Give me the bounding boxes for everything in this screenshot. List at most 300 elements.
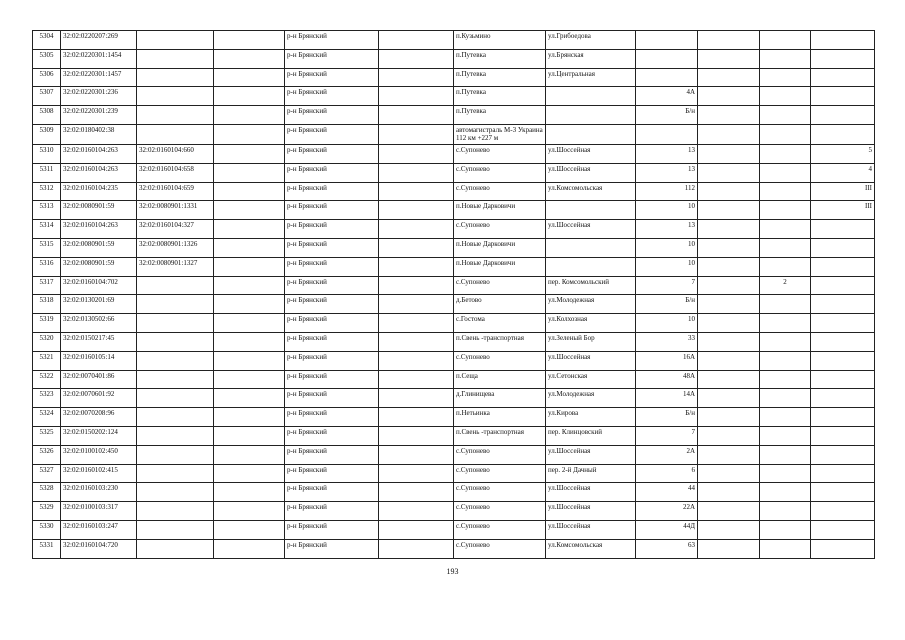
empty-cell xyxy=(214,87,285,106)
house-number-cell: 10 xyxy=(636,314,698,333)
empty-cell xyxy=(698,257,760,276)
row-number-cell: 5304 xyxy=(33,31,61,50)
sub-cadastral-number-cell xyxy=(137,445,214,464)
locality-cell: с.Супонево xyxy=(454,163,546,182)
table-row xyxy=(33,426,875,445)
locality-cell: с.Супонево xyxy=(454,220,546,239)
locality-cell: д.Глинищева xyxy=(454,389,546,408)
empty-cell xyxy=(214,445,285,464)
empty-cell xyxy=(214,389,285,408)
premises-cell xyxy=(811,351,875,370)
sub-cadastral-number-cell xyxy=(137,351,214,370)
apartment-cell xyxy=(760,238,811,257)
row-number-cell: 5309 xyxy=(33,124,61,144)
locality-cell: с.Супонево xyxy=(454,502,546,521)
row-number-cell: 5324 xyxy=(33,408,61,427)
row-number-cell: 5322 xyxy=(33,370,61,389)
district-cell: р-н Брянский xyxy=(285,314,379,333)
locality-cell: с.Супонево xyxy=(454,351,546,370)
sub-cadastral-number-cell xyxy=(137,31,214,50)
apartment-cell xyxy=(760,201,811,220)
locality-cell: с.Супонево xyxy=(454,520,546,539)
empty-cell xyxy=(698,295,760,314)
house-number-cell: Б/н xyxy=(636,408,698,427)
cadastral-number-cell: 32:02:0160102:415 xyxy=(61,464,137,483)
locality-cell: п.Кузьмино xyxy=(454,31,546,50)
property-registry-table xyxy=(32,30,875,559)
cadastral-number-cell: 32:02:0220301:236 xyxy=(61,87,137,106)
locality-cell: п.Новые Дарковичи xyxy=(454,201,546,220)
locality-cell: с.Супонево xyxy=(454,144,546,163)
cadastral-number-cell: 32:02:0080901:59 xyxy=(61,201,137,220)
premises-cell xyxy=(811,445,875,464)
empty-cell xyxy=(698,332,760,351)
house-number-cell: 7 xyxy=(636,276,698,295)
row-number-cell: 5312 xyxy=(33,182,61,201)
locality-cell: п.Путевка xyxy=(454,106,546,125)
premises-cell xyxy=(811,276,875,295)
district-cell: р-н Брянский xyxy=(285,238,379,257)
house-number-cell: 13 xyxy=(636,163,698,182)
apartment-cell: 2 xyxy=(760,276,811,295)
locality-cell: с.Супонево xyxy=(454,464,546,483)
empty-cell xyxy=(698,389,760,408)
empty-cell xyxy=(214,464,285,483)
cadastral-number-cell: 32:02:0130502:66 xyxy=(61,314,137,333)
apartment-cell xyxy=(760,332,811,351)
district-cell: р-н Брянский xyxy=(285,332,379,351)
empty-cell xyxy=(214,351,285,370)
page-number: 193 xyxy=(446,567,459,576)
empty-cell xyxy=(698,49,760,68)
table-row xyxy=(33,314,875,333)
cadastral-number-cell: 32:02:0160104:263 xyxy=(61,144,137,163)
sub-cadastral-number-cell xyxy=(137,520,214,539)
empty-cell xyxy=(379,257,454,276)
empty-cell xyxy=(698,351,760,370)
apartment-cell xyxy=(760,370,811,389)
street-cell xyxy=(546,87,636,106)
apartment-cell xyxy=(760,182,811,201)
row-number-cell: 5315 xyxy=(33,238,61,257)
apartment-cell xyxy=(760,351,811,370)
empty-cell xyxy=(698,276,760,295)
sub-cadastral-number-cell: 32:02:0080901:1331 xyxy=(137,201,214,220)
table-row xyxy=(33,295,875,314)
cadastral-number-cell: 32:02:0160104:720 xyxy=(61,539,137,558)
empty-cell xyxy=(379,370,454,389)
district-cell: р-н Брянский xyxy=(285,483,379,502)
row-number-cell: 5306 xyxy=(33,68,61,87)
empty-cell xyxy=(698,68,760,87)
row-number-cell: 5325 xyxy=(33,426,61,445)
cadastral-number-cell: 32:02:0220301:1457 xyxy=(61,68,137,87)
cadastral-number-cell: 32:02:0150217:45 xyxy=(61,332,137,351)
sub-cadastral-number-cell xyxy=(137,389,214,408)
premises-cell xyxy=(811,426,875,445)
empty-cell xyxy=(214,295,285,314)
district-cell: р-н Брянский xyxy=(285,389,379,408)
premises-cell xyxy=(811,295,875,314)
empty-cell xyxy=(698,31,760,50)
row-number-cell: 5323 xyxy=(33,389,61,408)
district-cell: р-н Брянский xyxy=(285,539,379,558)
empty-cell xyxy=(379,182,454,201)
house-number-cell: 112 xyxy=(636,182,698,201)
sub-cadastral-number-cell xyxy=(137,502,214,521)
empty-cell xyxy=(214,332,285,351)
cadastral-number-cell: 32:02:0070401:86 xyxy=(61,370,137,389)
premises-cell xyxy=(811,370,875,389)
premises-cell xyxy=(811,106,875,125)
cadastral-number-cell: 32:02:0100102:450 xyxy=(61,445,137,464)
house-number-cell: 10 xyxy=(636,201,698,220)
premises-cell xyxy=(811,539,875,558)
premises-cell xyxy=(811,257,875,276)
empty-cell xyxy=(379,295,454,314)
table-row xyxy=(33,502,875,521)
empty-cell xyxy=(698,520,760,539)
apartment-cell xyxy=(760,49,811,68)
street-cell: ул.Шоссейная xyxy=(546,351,636,370)
cadastral-number-cell: 32:02:0220301:239 xyxy=(61,106,137,125)
cadastral-number-cell: 32:02:0070601:92 xyxy=(61,389,137,408)
district-cell: р-н Брянский xyxy=(285,87,379,106)
apartment-cell xyxy=(760,124,811,144)
row-number-cell: 5311 xyxy=(33,163,61,182)
table-body xyxy=(33,31,875,559)
premises-cell xyxy=(811,220,875,239)
row-number-cell: 5316 xyxy=(33,257,61,276)
registry-sheet xyxy=(32,30,874,559)
apartment-cell xyxy=(760,502,811,521)
empty-cell xyxy=(214,520,285,539)
cadastral-number-cell: 32:02:0160104:263 xyxy=(61,220,137,239)
empty-cell xyxy=(379,220,454,239)
apartment-cell xyxy=(760,483,811,502)
empty-cell xyxy=(379,238,454,257)
table-row xyxy=(33,408,875,427)
sub-cadastral-number-cell xyxy=(137,68,214,87)
apartment-cell xyxy=(760,408,811,427)
street-cell: ул.Комсомольская xyxy=(546,182,636,201)
row-number-cell: 5310 xyxy=(33,144,61,163)
empty-cell xyxy=(214,49,285,68)
street-cell xyxy=(546,238,636,257)
empty-cell xyxy=(379,124,454,144)
empty-cell xyxy=(214,483,285,502)
empty-cell xyxy=(214,31,285,50)
street-cell: ул.Центральная xyxy=(546,68,636,87)
cadastral-number-cell: 32:02:0100103:317 xyxy=(61,502,137,521)
house-number-cell: 63 xyxy=(636,539,698,558)
premises-cell xyxy=(811,314,875,333)
street-cell: ул.Шоссейная xyxy=(546,220,636,239)
row-number-cell: 5326 xyxy=(33,445,61,464)
sub-cadastral-number-cell xyxy=(137,276,214,295)
house-number-cell: 2А xyxy=(636,445,698,464)
empty-cell xyxy=(698,87,760,106)
street-cell: ул.Колхозная xyxy=(546,314,636,333)
locality-cell: с.Супонево xyxy=(454,276,546,295)
street-cell: пер. 2-й Дачный xyxy=(546,464,636,483)
empty-cell xyxy=(698,408,760,427)
locality-cell: п.Путевка xyxy=(454,68,546,87)
cadastral-number-cell: 32:02:0160103:230 xyxy=(61,483,137,502)
empty-cell xyxy=(698,144,760,163)
district-cell: р-н Брянский xyxy=(285,220,379,239)
premises-cell xyxy=(811,502,875,521)
district-cell: р-н Брянский xyxy=(285,276,379,295)
street-cell: ул.Шоссейная xyxy=(546,445,636,464)
row-number-cell: 5305 xyxy=(33,49,61,68)
cadastral-number-cell: 32:02:0130201:69 xyxy=(61,295,137,314)
empty-cell xyxy=(698,464,760,483)
cadastral-number-cell: 32:02:0180402:38 xyxy=(61,124,137,144)
row-number-cell: 5327 xyxy=(33,464,61,483)
sub-cadastral-number-cell: 32:02:0080901:1327 xyxy=(137,257,214,276)
row-number-cell: 5313 xyxy=(33,201,61,220)
premises-cell xyxy=(811,87,875,106)
empty-cell xyxy=(214,276,285,295)
empty-cell xyxy=(379,276,454,295)
empty-cell xyxy=(379,464,454,483)
street-cell: ул.Зеленый Бор xyxy=(546,332,636,351)
empty-cell xyxy=(379,502,454,521)
empty-cell xyxy=(214,220,285,239)
table-row xyxy=(33,106,875,125)
table-row xyxy=(33,520,875,539)
street-cell: ул.Шоссейная xyxy=(546,483,636,502)
locality-cell: д.Бетово xyxy=(454,295,546,314)
premises-cell xyxy=(811,31,875,50)
cadastral-number-cell: 32:02:0160104:263 xyxy=(61,163,137,182)
house-number-cell: 4А xyxy=(636,87,698,106)
empty-cell xyxy=(379,520,454,539)
house-number-cell xyxy=(636,124,698,144)
cadastral-number-cell: 32:02:0160104:235 xyxy=(61,182,137,201)
district-cell: р-н Брянский xyxy=(285,163,379,182)
row-number-cell: 5317 xyxy=(33,276,61,295)
house-number-cell xyxy=(636,31,698,50)
sub-cadastral-number-cell xyxy=(137,106,214,125)
empty-cell xyxy=(214,201,285,220)
sub-cadastral-number-cell xyxy=(137,295,214,314)
empty-cell xyxy=(214,182,285,201)
locality-cell: п.Свень -транспортная xyxy=(454,332,546,351)
empty-cell xyxy=(379,314,454,333)
table-row xyxy=(33,276,875,295)
empty-cell xyxy=(214,124,285,144)
empty-cell xyxy=(698,539,760,558)
sub-cadastral-number-cell: 32:02:0160104:659 xyxy=(137,182,214,201)
apartment-cell xyxy=(760,520,811,539)
district-cell: р-н Брянский xyxy=(285,295,379,314)
sub-cadastral-number-cell: 32:02:0160104:660 xyxy=(137,144,214,163)
table-row xyxy=(33,464,875,483)
table-row xyxy=(33,163,875,182)
sub-cadastral-number-cell xyxy=(137,87,214,106)
street-cell xyxy=(546,257,636,276)
district-cell: р-н Брянский xyxy=(285,31,379,50)
table-row xyxy=(33,539,875,558)
street-cell: ул.Брянская xyxy=(546,49,636,68)
apartment-cell xyxy=(760,539,811,558)
street-cell xyxy=(546,201,636,220)
district-cell: р-н Брянский xyxy=(285,144,379,163)
district-cell: р-н Брянский xyxy=(285,49,379,68)
apartment-cell xyxy=(760,220,811,239)
house-number-cell: 7 xyxy=(636,426,698,445)
empty-cell xyxy=(214,408,285,427)
premises-cell xyxy=(811,49,875,68)
locality-cell: п.Свень -транспортная xyxy=(454,426,546,445)
empty-cell xyxy=(379,144,454,163)
premises-cell xyxy=(811,389,875,408)
street-cell: ул.Шоссейная xyxy=(546,520,636,539)
empty-cell xyxy=(698,163,760,182)
sub-cadastral-number-cell xyxy=(137,49,214,68)
house-number-cell: 10 xyxy=(636,238,698,257)
apartment-cell xyxy=(760,445,811,464)
apartment-cell xyxy=(760,464,811,483)
cadastral-number-cell: 32:02:0070208:96 xyxy=(61,408,137,427)
premises-cell xyxy=(811,124,875,144)
empty-cell xyxy=(379,389,454,408)
sub-cadastral-number-cell xyxy=(137,408,214,427)
empty-cell xyxy=(214,163,285,182)
house-number-cell xyxy=(636,68,698,87)
table-row xyxy=(33,389,875,408)
district-cell: р-н Брянский xyxy=(285,445,379,464)
premises-cell xyxy=(811,332,875,351)
house-number-cell: 14А xyxy=(636,389,698,408)
sub-cadastral-number-cell xyxy=(137,426,214,445)
street-cell xyxy=(546,124,636,144)
empty-cell xyxy=(379,31,454,50)
locality-cell: с.Супонево xyxy=(454,445,546,464)
street-cell: пер. Комсомольский xyxy=(546,276,636,295)
empty-cell xyxy=(214,502,285,521)
street-cell: ул.Кирова xyxy=(546,408,636,427)
empty-cell xyxy=(698,106,760,125)
apartment-cell xyxy=(760,389,811,408)
premises-cell xyxy=(811,464,875,483)
house-number-cell: Б/н xyxy=(636,106,698,125)
table-row xyxy=(33,445,875,464)
empty-cell xyxy=(698,483,760,502)
table-row xyxy=(33,351,875,370)
premises-cell xyxy=(811,238,875,257)
locality-cell: п.Новые Дарковичи xyxy=(454,238,546,257)
street-cell: ул.Молодежная xyxy=(546,295,636,314)
house-number-cell: 33 xyxy=(636,332,698,351)
empty-cell xyxy=(214,68,285,87)
sub-cadastral-number-cell xyxy=(137,124,214,144)
premises-cell xyxy=(811,68,875,87)
house-number-cell xyxy=(636,49,698,68)
apartment-cell xyxy=(760,87,811,106)
street-cell: ул.Комсомольская xyxy=(546,539,636,558)
house-number-cell: 22А xyxy=(636,502,698,521)
empty-cell xyxy=(214,238,285,257)
cadastral-number-cell: 32:02:0220301:1454 xyxy=(61,49,137,68)
row-number-cell: 5319 xyxy=(33,314,61,333)
sub-cadastral-number-cell xyxy=(137,483,214,502)
apartment-cell xyxy=(760,314,811,333)
house-number-cell: Б/н xyxy=(636,295,698,314)
row-number-cell: 5314 xyxy=(33,220,61,239)
locality-cell: п.Новые Дарковичи xyxy=(454,257,546,276)
row-number-cell: 5318 xyxy=(33,295,61,314)
sub-cadastral-number-cell xyxy=(137,332,214,351)
empty-cell xyxy=(379,106,454,125)
table-row xyxy=(33,87,875,106)
empty-cell xyxy=(698,314,760,333)
cadastral-number-cell: 32:02:0160103:247 xyxy=(61,520,137,539)
premises-cell: III xyxy=(811,201,875,220)
premises-cell: 5 xyxy=(811,144,875,163)
table-row xyxy=(33,68,875,87)
street-cell: ул.Шоссейная xyxy=(546,502,636,521)
district-cell: р-н Брянский xyxy=(285,520,379,539)
locality-cell: с.Гостома xyxy=(454,314,546,333)
premises-cell: III xyxy=(811,182,875,201)
apartment-cell xyxy=(760,163,811,182)
house-number-cell: 13 xyxy=(636,144,698,163)
district-cell: р-н Брянский xyxy=(285,106,379,125)
district-cell: р-н Брянский xyxy=(285,502,379,521)
district-cell: р-н Брянский xyxy=(285,408,379,427)
empty-cell xyxy=(698,201,760,220)
table-row xyxy=(33,257,875,276)
premises-cell xyxy=(811,520,875,539)
empty-cell xyxy=(214,314,285,333)
empty-cell xyxy=(379,49,454,68)
row-number-cell: 5331 xyxy=(33,539,61,558)
table-row xyxy=(33,124,875,144)
district-cell: р-н Брянский xyxy=(285,257,379,276)
empty-cell xyxy=(379,332,454,351)
row-number-cell: 5308 xyxy=(33,106,61,125)
empty-cell xyxy=(698,238,760,257)
district-cell: р-н Брянский xyxy=(285,124,379,144)
cadastral-number-cell: 32:02:0150202:124 xyxy=(61,426,137,445)
empty-cell xyxy=(379,87,454,106)
table-row xyxy=(33,144,875,163)
apartment-cell xyxy=(760,426,811,445)
sub-cadastral-number-cell: 32:02:0160104:327 xyxy=(137,220,214,239)
sub-cadastral-number-cell: 32:02:0080901:1326 xyxy=(137,238,214,257)
street-cell: ул.Грибоедова xyxy=(546,31,636,50)
house-number-cell: 44Д xyxy=(636,520,698,539)
row-number-cell: 5329 xyxy=(33,502,61,521)
premises-cell xyxy=(811,408,875,427)
house-number-cell: 6 xyxy=(636,464,698,483)
locality-cell: п.Сеща xyxy=(454,370,546,389)
row-number-cell: 5307 xyxy=(33,87,61,106)
table-row xyxy=(33,238,875,257)
sub-cadastral-number-cell xyxy=(137,539,214,558)
house-number-cell: 44 xyxy=(636,483,698,502)
row-number-cell: 5321 xyxy=(33,351,61,370)
empty-cell xyxy=(698,445,760,464)
street-cell: ул.Молодежная xyxy=(546,389,636,408)
street-cell: ул.Сетонская xyxy=(546,370,636,389)
locality-cell: с.Супонево xyxy=(454,483,546,502)
street-cell: ул.Шоссейная xyxy=(546,144,636,163)
district-cell: р-н Брянский xyxy=(285,201,379,220)
